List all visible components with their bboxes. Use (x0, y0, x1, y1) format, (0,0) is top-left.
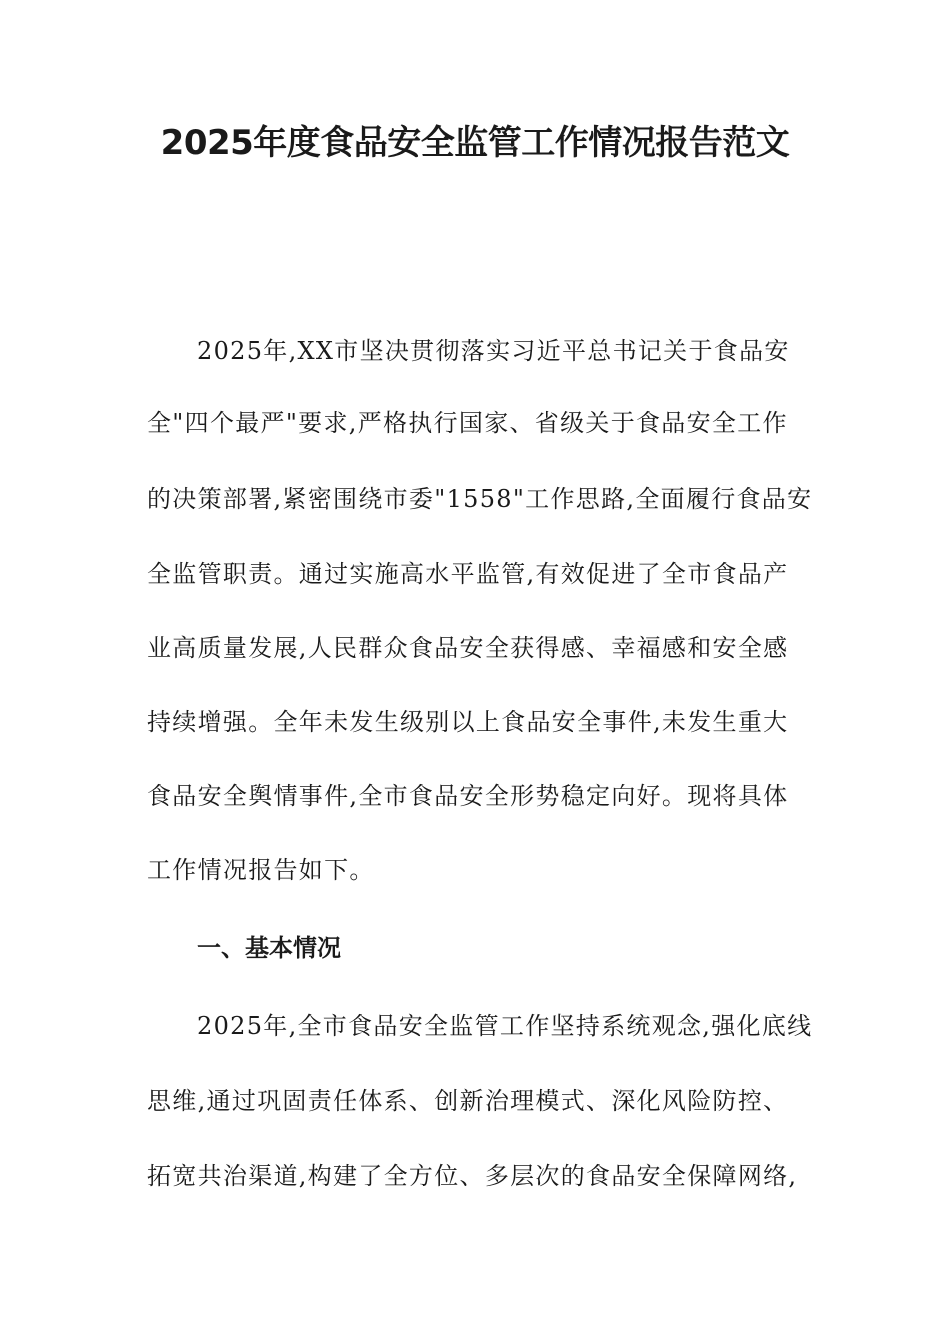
intro-line-4: 全监管职责。通过实施高水平监管,有效促进了全市食品产 (147, 560, 789, 588)
section-1-line-2: 思维,通过巩固责任体系、创新治理模式、深化风险防控、 (147, 1087, 789, 1115)
intro-line-5: 业高质量发展,人民群众食品安全获得感、幸福感和安全感 (147, 634, 789, 662)
intro-line-2: 全"四个最严"要求,严格执行国家、省级关于食品安全工作 (147, 409, 788, 437)
intro-line-1: 2025年,XX市坚决贯彻落实习近平总书记关于食品安 (197, 337, 790, 365)
intro-line-6: 持续增强。全年未发生级别以上食品安全事件,未发生重大 (147, 708, 789, 736)
intro-line-3: 的决策部署,紧密围绕市委"1558"工作思路,全面履行食品安 (147, 485, 813, 513)
section-heading-basic-situation: 一、基本情况 (197, 934, 341, 962)
section-1-line-3: 拓宽共治渠道,构建了全方位、多层次的食品安全保障网络, (147, 1162, 798, 1190)
intro-line-7: 食品安全舆情事件,全市食品安全形势稳定向好。现将具体 (147, 782, 789, 810)
document-title: 2025年度食品安全监管工作情况报告范文 (160, 123, 790, 163)
section-1-line-1: 2025年,全市食品安全监管工作坚持系统观念,强化底线 (197, 1012, 813, 1040)
intro-line-8: 工作情况报告如下。 (147, 856, 375, 884)
